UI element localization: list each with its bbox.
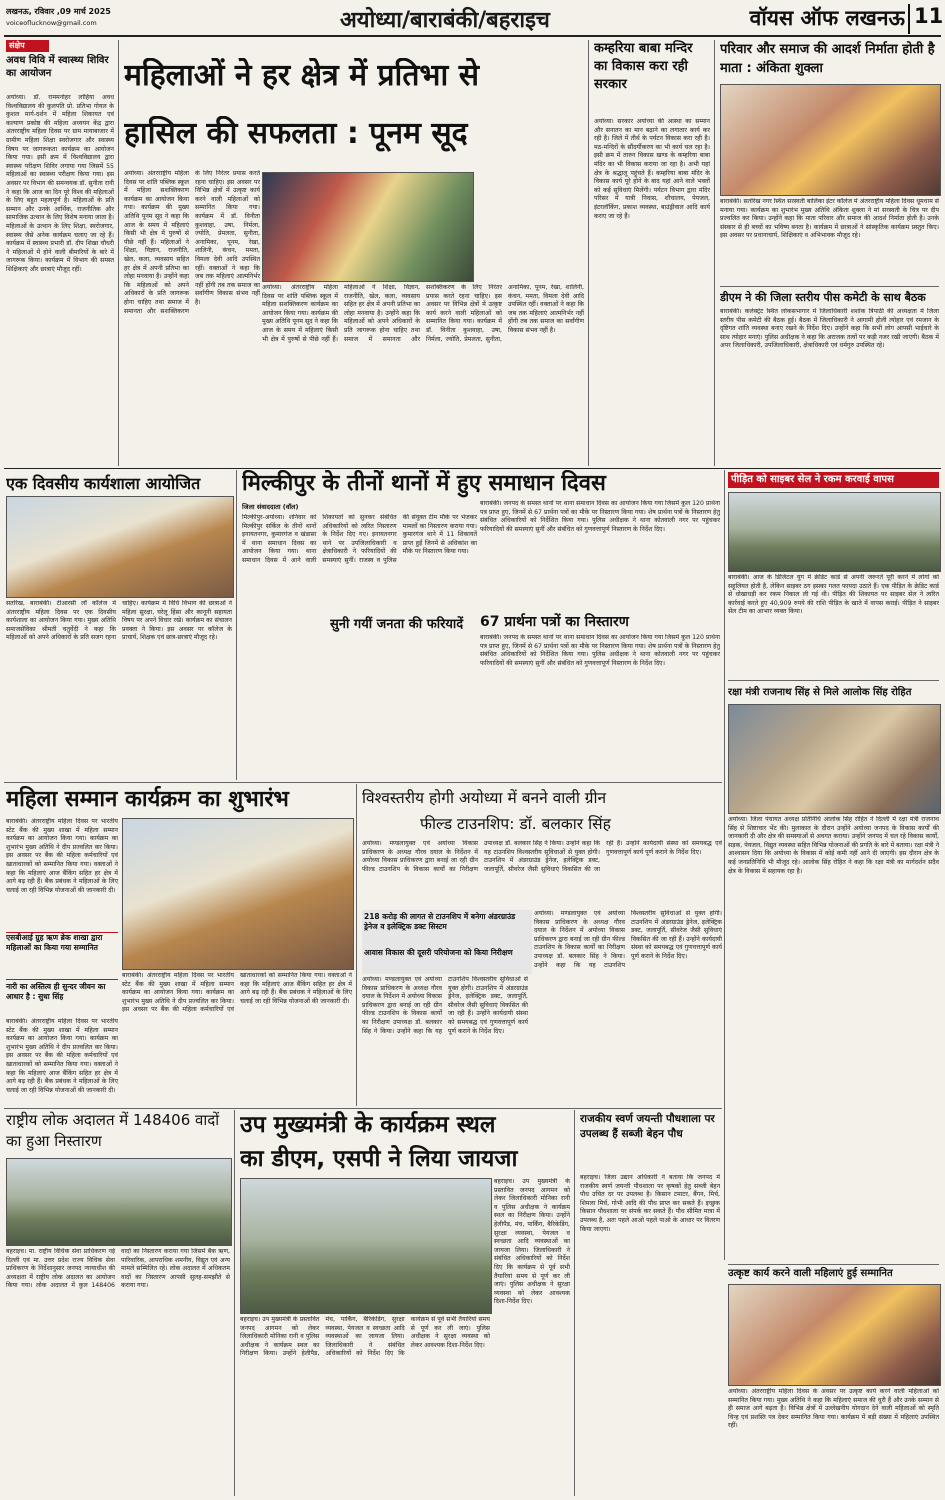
cyber-body: बाराबंकी। आज के डिजिटल युग में क्रेडिट कार्ड से अपनी जरूरतें पूरी करने में लोगों को सहूलियत होती है, लेकिन साइबर ठग इसका गलत फायदा उठाते हैं। एक पीड़ित के क्रेडिट कार्ड से धोखाधड़ी कर रकम निकाल ली गई थी। पीड़ित की शिकायत पर साइबर सेल ने त्वरित कार्रवाई करते हुए 40,909 रुपये की राशि पीड़ित के खाते में वापस कराई। पीड़ित ने साइबर सेल टीम का आभार व्यक्त किया।: [728, 574, 939, 616]
dm-peace-headline: डीएम ने की जिला स्तरीय पीस कमेटी के साथ बैठक: [720, 291, 926, 304]
mahila-samman-body-a: बाराबंकी। अंतरराष्ट्रीय महिला दिवस पर भारतीय स्टेट बैंक की मुख्य शाखा में महिला सम्मान कार्यक्रम का आयोजन किया गया। कार्यक्रम का शुभारंभ मुख्य अतिथि ने दीप प्रज्वलित कर किया। इस अवसर पर बैंक की महिला कर्मचारियों एवं खाताधारकों को सम्मानित किया गया। वक्ताओं ने कहा कि महिलाएं आज बैंकिंग सहित हर क्षेत्र में आगे बढ़ रही हैं। बैंक प्रबंधक ने महिलाओं के लिए चलाई जा रही विभिन्न योजनाओं की जानकारी दी।: [6, 818, 118, 894]
green-field-body-bottom: अयोध्या। मण्डलायुक्त एवं अयोध्या विकास प्राधिकरण के अध्यक्ष गौरव दयाल के निर्देशन में अयोध्या विकास प्राधिकरण द्वारा बनाई जा रही ग्रीन फील्ड टाउनशिप के विकास कार्यों का निरीक्षण उपाध्यक्ष डॉ. बलकार सिंह ने किया। उन्होंने कहा कि यह टाउनशिप विश्वस्तरीय सुविधाओं से युक्त होगी। टाउनशिप में अंडरग्राउंड ड्रेनेज, इलेक्ट्रिक डक्ट, जलापूर्ति, सीवरेज जैसी सुविधाएं विकसित की जा रही हैं। उन्होंने कार्यदायी संस्था को समयबद्ध एवं गुणवत्तापूर्ण कार्य पूर्ण कराने के निर्देश दिए।: [362, 976, 528, 1035]
milkipur-sub: सुनी गयीं जनता की फरियादें: [330, 616, 470, 652]
milkipur-body: मिल्कीपुर-अयोध्या। शनिवार को मिल्कीपुर सर्किल के तीनों थानों इनायतनगर, कुमारगंज व खंडासा में थाना समाधान दिवस का आयोजन किया गया। थाना समाधान दिवस में आने वाली शिकायतों को सुनकर संबंधित अधिकारियों को त्वरित निस्तारण के निर्देश दिए गए। इनायतनगर थाने पर उपजिलाधिकारी व क्षेत्राधिकारी ने फरियादियों की समस्याएं सुनीं। राजस्व व पुलिस की संयुक्त टीम मौके पर भेजकर मामलों का निस्तारण कराया गया। कुमारगंज थाने में 11 शिकायतें प्राप्त हुईं जिनमें से अधिकांश का मौके पर निस्तारण किया गया।: [242, 514, 477, 564]
mahila-samman-pull-2: नारी का अस्तित्व ही सुन्दर जीवन का आधार है : सुधा सिंह: [6, 982, 106, 1001]
green-field-headline-1: विश्वस्तरीय होगी अयोध्या में बनने वाली ग्रीन: [362, 789, 607, 807]
deputy-cm-body-left: बहराइच। उप मुख्यमंत्री के प्रस्तावित जनपद आगमन को लेकर जिलाधिकारी मोनिका रानी व पुलिस अधीक्षक ने कार्यक्रम स्थल का निरीक्षण किया। उन्होंने हेलीपैड, मंच, पार्किंग, बैरिकेडिंग, सुरक्षा व्यवस्था, पेयजल व स्वच्छता आदि व्यवस्थाओं का जायजा लिया। जिलाधिकारी ने संबंधित अधिकारियों को निर्देश दिए कि कार्यक्रम से पूर्व सभी तैयारियां समय से पूर्ण कर ली जाएं। पुलिस अधीक्षक ने सुरक्षा व्यवस्था को लेकर आवश्यक दिशा-निर्देश दिए।: [240, 1316, 490, 1358]
brief-headline: अवध विवि में स्वास्थ्य शिविर का आयोजन: [6, 55, 109, 79]
brief-kicker: संक्षेप: [6, 40, 49, 52]
brief-body: अयोध्या। डॉ. राममनोहर लोहिया अवध विश्वविद्यालय की कुलपति प्रो. प्रतिभा गोयल के कुशल मार्ग-दर्शन में महिला शिकायत एवं कल्याण प्रकोष्ठ की महिला अध्ययन केंद्र द्वारा अंतरराष्ट्रीय महिला दिवस पर ग्राम मायाबाजार में ग्रामीण महिला शिक्षा स्वरोजगार और स्वास्थ्य विषय पर जागरूकता कार्यक्रम का आयोजन किया गया। इसी क्रम में विश्वविद्यालय द्वारा स्वास्थ्य परीक्षण शिविर लगाया गया जिसमें 55 महिलाओं का स्वास्थ्य परीक्षण किया गया। इस अवसर पर विभाग की समन्वयक डॉ. सुनीता रानी ने कहा कि आज का दिन पूरे विश्व की महिलाओं के लिए बहुत महत्वपूर्ण है। महिलाओं के प्रति सम्मान और उनके आर्थिक, राजनीतिक और सामाजिक उत्थान के लिए विशेष मनाया जाता है। महिलाओं के उत्थान के लिए शिक्षा, स्वरोजगार, स्वास्थ्य जैसे अनेक कार्यक्रम चलाए जा रहे हैं। कार्यक्रम में स्वास्थ्य प्रभारी डॉ. दीप शिखा चौधरी ने महिलाओं में होने वाली बीमारियों के बारे में जागरूक किया। कार्यक्रम में विभाग की समस्त शिक्षिकाएं और छात्राएं मौजूद रहीं।: [6, 94, 114, 273]
green-field-headline-2: फील्ड टाउनशिप: डॉ. बलकार सिंह: [420, 815, 611, 833]
kamhariya-body: अयोध्या। सरकार अयोध्या की आस्था का सम्मान और सनातन का मान बढ़ाने का लगातार कार्य कर रही है। जिले में तीर्थ के पर्यटन विकास करा रही है। मठ-मन्दिरों के सौंदर्यीकरण का भी कार्य चल रहा है। इसी क्रम में तारुन विकास खण्ड के कम्हरिया बाबा मंदिर का भी विकास कराया जा रहा है। अभी यहां क्षेत्र के श्रद्धालु पहुंचते हैं। कम्हरिया बाबा मंदिर के विकास कार्य पूरे होने के बाद यहां आने वाले भक्तों को कई सुविधाएं मिलेंगी। पर्यटन विभाग द्वारा मंदिर परिसर में यात्री निवास, शौचालय, पेयजल, इंटरलॉकिंग, प्रकाश व्यवस्था, बाउंड्रीवाल आदि कार्य कराए जा रहे हैं।: [594, 118, 710, 220]
mother-headline: परिवार और समाज की आदर्श निर्माता होती है माता : अंकिता शुक्ला: [720, 42, 935, 76]
green-field-box-1: 218 करोड़ की लागत से टाउनशिप में बनेगा अंडरग्राउंड ड्रेनेज व इलेक्ट्रिक डक्ट सिस्टम: [362, 910, 532, 946]
deputy-cm-body-right: बहराइच। उप मुख्यमंत्री के प्रस्तावित जनपद आगमन को लेकर जिलाधिकारी मोनिका रानी व पुलिस अधीक्षक ने कार्यक्रम स्थल का निरीक्षण किया। उन्होंने हेलीपैड, मंच, पार्किंग, बैरिकेडिंग, सुरक्षा व्यवस्था, पेयजल व स्वच्छता आदि व्यवस्थाओं का जायजा लिया। जिलाधिकारी ने संबंधित अधिकारियों को निर्देश दिए कि कार्यक्रम से पूर्व सभी तैयारियां समय से पूर्ण कर ली जाएं। पुलिस अधीक्षक ने सुरक्षा व्यवस्था को लेकर आवश्यक दिशा-निर्देश दिए।: [494, 1178, 570, 1306]
mother-photo: [720, 84, 941, 196]
utkrisht-headline: उत्कृष्ट कार्य करने वाली महिलाएं हुई सम्मानित: [728, 1264, 939, 1281]
milkipur-byline: जिला संवाददाता (वॉल): [242, 503, 299, 511]
milkipur-headline: मिल्कीपुर के तीनों थानों में हुए समाधान दिवस: [242, 471, 606, 496]
mahila-samman-pull-1: एसबीआई ग्रुह ऋण ब्रेक शाखा द्वारा महिलाओं का किया गया सम्मानित: [6, 932, 118, 980]
lok-adalat-body: बहराइच। मा. राष्ट्रीय विधिक सेवा प्राधिकरण नई दिल्ली एवं मा. उत्तर प्रदेश राज्य विधिक सेवा प्राधिकरण के निर्देशानुसार जनपद न्यायाधीश की अध्यक्षता में राष्ट्रीय लोक अदालत का आयोजन किया गया। लोक अदालत में कुल 148406 वादों का निस्तारण कराया गया जिसमें बैंक ऋण, पारिवारिक, आपराधिक शमनीय, विद्युत एवं अन्य मामले सम्मिलित रहे। लोक अदालत में अधिकतम वादों का निस्तारण आपसी सुलह-समझौते से कराया गया।: [6, 1248, 230, 1290]
kamhariya-headline: कम्हरिया बाबा मन्दिर का विकास करा रही सरकार: [594, 41, 693, 92]
workshop-headline: एक दिवसीय कार्यशाला आयोजित: [6, 474, 201, 493]
dm-peace-body: बाराबंकी। कलेक्ट्रेट स्थित लोकसभागार में जिलाधिकारी शशांक त्रिपाठी की अध्यक्षता में जिला स्तरीय पीस कमेटी की बैठक हुई। बैठक में जिलाधिकारी ने आगामी होली त्योहार एवं रमजान के दृष्टिगत शांति व्यवस्था बनाए रखने के निर्देश दिए। उन्होंने कहा कि सभी लोग आपसी भाईचारे के साथ त्योहार मनाएं। पुलिस अधीक्षक ने कहा कि अराजक तत्वों पर कड़ी नजर रखी जाएगी। बैठक में अपर जिलाधिकारी, उपजिलाधिकारी, क्षेत्राधिकारी एवं धर्मगुरु उपस्थित रहे।: [720, 308, 939, 350]
dateline: लखनऊ, रविवार ,09 मार्च 2025: [6, 7, 111, 16]
workshop-photo: [6, 496, 234, 598]
utkrisht-photo: [728, 1284, 941, 1386]
lead-photo: [262, 172, 474, 282]
lok-adalat-headline: राष्ट्रीय लोक अदालत में 148406 वादों का हुआ निस्तारण: [6, 1111, 220, 1150]
email: voiceoflucknow@gmail.com: [6, 19, 97, 27]
complaints-headline: 67 प्रार्थना पत्रों का निस्तारण: [480, 614, 629, 630]
page-number: 11: [908, 4, 944, 34]
lead-headline-2: हासिल की सफलता : पूनम सूद: [124, 116, 468, 151]
lead-body-right: अयोध्या। अंतरराष्ट्रीय महिला दिवस पर शांति पब्लिक स्कूल में महिला सशक्तिकरण कार्यक्रम का आयोजन किया गया। कार्यक्रम की मुख्य अतिथि पूनम सूद ने कहा कि आज के समय में महिलाएं किसी भी क्षेत्र में पुरुषों से पीछे नहीं हैं। महिलाओं ने शिक्षा, विज्ञान, राजनीति, खेल, कला, व्यवसाय सहित हर क्षेत्र में अपनी प्रतिभा का लोहा मनवाया है। उन्होंने कहा कि महिलाओं को अपने अधिकारों के प्रति जागरूक होना चाहिए तथा समाज में समानता और सशक्तिकरण के लिए निरंतर प्रयास करते रहना चाहिए। इस अवसर पर विभिन्न क्षेत्रों में उत्कृष्ट कार्य करने वाली महिलाओं को सम्मानित किया गया। कार्यक्रम में डॉ. विनीता कुशवाहा, उषा, निर्मला, ज्योति, प्रेमलता, सुनीता, अनामिका, पूनम, रेखा, शालिनी, कंचन, ममता, विमला देवी आदि उपस्थित रहीं। वक्ताओं ने कहा कि जब तक महिलाएं आत्मनिर्भर नहीं होंगी तब तक समाज का सर्वांगीण विकास संभव नहीं है।: [262, 284, 584, 343]
section-title: अयोध्या/बाराबंकी/बहराइच: [340, 8, 550, 33]
green-field-body-right: अयोध्या। मण्डलायुक्त एवं अयोध्या विकास प्राधिकरण के अध्यक्ष गौरव दयाल के निर्देशन में अयोध्या विकास प्राधिकरण द्वारा बनाई जा रही ग्रीन फील्ड टाउनशिप के विकास कार्यों का निरीक्षण उपाध्यक्ष डॉ. बलकार सिंह ने किया। उन्होंने कहा कि यह टाउनशिप विश्वस्तरीय सुविधाओं से युक्त होगी। टाउनशिप में अंडरग्राउंड ड्रेनेज, इलेक्ट्रिक डक्ट, जलापूर्ति, सीवरेज जैसी सुविधाएं विकसित की जा रही हैं। उन्होंने कार्यदायी संस्था को समयबद्ध एवं गुणवत्तापूर्ण कार्य पूर्ण कराने के निर्देश दिए।: [534, 910, 722, 969]
rajnath-headline: रक्षा मंत्री राजनाथ सिंह से मिले आलोक सिंह रोहित: [728, 687, 912, 698]
lok-adalat-photo: [6, 1158, 232, 1246]
lead-headline-1: महिलाओं ने हर क्षेत्र में प्रतिभा से: [124, 58, 480, 93]
poudhshala-headline: राजकीय स्वर्ण जयन्ती पौधशाला पर उपलब्ध हैं सब्जी बेहन पौध: [580, 1113, 715, 1140]
paper-name: वॉयस ऑफ लखनऊ: [749, 6, 905, 30]
mahila-samman-body-c: बाराबंकी। अंतरराष्ट्रीय महिला दिवस पर भारतीय स्टेट बैंक की मुख्य शाखा में महिला सम्मान कार्यक्रम का आयोजन किया गया। कार्यक्रम का शुभारंभ मुख्य अतिथि ने दीप प्रज्वलित कर किया। इस अवसर पर बैंक की महिला कर्मचारियों एवं खाताधारकों को सम्मानित किया गया। वक्ताओं ने कहा कि महिलाएं आज बैंकिंग सहित हर क्षेत्र में आगे बढ़ रही हैं। बैंक प्रबंधक ने महिलाओं के लिए चलाई जा रही विभिन्न योजनाओं की जानकारी दी।: [122, 972, 352, 1014]
mahila-samman-photo: [122, 818, 354, 970]
green-field-body-top: अयोध्या। मण्डलायुक्त एवं अयोध्या विकास प्राधिकरण के अध्यक्ष गौरव दयाल के निर्देशन में अयोध्या विकास प्राधिकरण द्वारा बनाई जा रही ग्रीन फील्ड टाउनशिप के विकास कार्यों का निरीक्षण उपाध्यक्ष डॉ. बलकार सिंह ने किया। उन्होंने कहा कि यह टाउनशिप विश्वस्तरीय सुविधाओं से युक्त होगी। टाउनशिप में अंडरग्राउंड ड्रेनेज, इलेक्ट्रिक डक्ट, जलापूर्ति, सीवरेज जैसी सुविधाएं विकसित की जा रही हैं। उन्होंने कार्यदायी संस्था को समयबद्ध एवं गुणवत्तापूर्ण कार्य पूर्ण कराने के निर्देश दिए।: [362, 840, 722, 873]
deputy-cm-photo: [240, 1178, 492, 1314]
cyber-photo: [728, 492, 941, 572]
deputy-cm-headline-1: उप मुख्यमंत्री के कार्यक्रम स्थल: [240, 1112, 496, 1138]
complaints-intro: बाराबंकी। जनपद के समस्त थानों पर थाना समाधान दिवस का आयोजन किया गया जिसमें कुल 120 प्रार्थना पत्र प्राप्त हुए, जिनमें से 67 प्रार्थना पत्रों का मौके पर निस्तारण किया गया। शेष प्रार्थना पत्रों के निस्तारण हेतु संबंधित अधिकारियों को निर्देशित किया गया। पुलिस अधीक्षक ने थाना कोतवाली नगर पर पहुंचकर फरियादियों की समस्याएं सुनीं और संबंधित को गुणवत्तापूर्ण निस्तारण के निर्देश दिए।: [480, 500, 720, 533]
mahila-samman-body-b: बाराबंकी। अंतरराष्ट्रीय महिला दिवस पर भारतीय स्टेट बैंक की मुख्य शाखा में महिला सम्मान कार्यक्रम का आयोजन किया गया। कार्यक्रम का शुभारंभ मुख्य अतिथि ने दीप प्रज्वलित कर किया। इस अवसर पर बैंक की महिला कर्मचारियों एवं खाताधारकों को सम्मानित किया गया। वक्ताओं ने कहा कि महिलाएं आज बैंकिंग सहित हर क्षेत्र में आगे बढ़ रही हैं। बैंक प्रबंधक ने महिलाओं के लिए चलाई जा रही विभिन्न योजनाओं की जानकारी दी।: [6, 1018, 118, 1094]
poudhshala-body: बहराइच। जिला उद्यान अधिकारी ने बताया कि जनपद में राजकीय स्वर्ण जयन्ती पौधशाला पर कृषकों हेतु सब्जी बेहन पौध उचित दर पर उपलब्ध है। किसान टमाटर, बैंगन, मिर्च, शिमला मिर्च, गोभी आदि की पौध प्राप्त कर सकते हैं। इच्छुक किसान पौधशाला पर संपर्क कर सकते हैं। पौध सीमित मात्रा में उपलब्ध है, अतः पहले आओ पहले पाओ के आधार पर वितरण किया जाएगा।: [580, 1174, 720, 1233]
workshop-body: सतरिख, बाराबंकी। टीआरसी लॉ कॉलेज में अंतरराष्ट्रीय महिला दिवस पर एक दिवसीय कार्यशाला का आयोजन किया गया। मुख्य अतिथि समाजसेविका श्रीमती चतुर्वेदी ने कहा कि महिलाओं को अपने अधिकारों के प्रति सजग रहना चाहिए। कार्यक्रम में विधि विभाग की छात्राओं ने महिला सुरक्षा, घरेलू हिंसा और कानूनी सहायता विषय पर अपने विचार रखे। कार्यक्रम का संचालन प्रवक्ता ने किया। इस अवसर पर कॉलेज के प्राचार्य, शिक्षक एवं छात्र-छात्राएं मौजूद रहे।: [6, 600, 232, 642]
masthead-rule: [4, 35, 941, 37]
cyber-headline: पीड़ित को साइबर सेल ने रकम करवाई वापस: [728, 472, 939, 488]
mahila-samman-headline: महिला सम्मान कार्यक्रम का शुभारंभ: [6, 787, 289, 812]
rajnath-body: अयोध्या। जिला पंचायत अध्यक्ष प्रतिनिधि आलोक सिंह रोहित ने दिल्ली में रक्षा मंत्री राजनाथ सिंह से शिष्टाचार भेंट की। मुलाकात के दौरान उन्होंने अयोध्या जनपद के विकास कार्यों की जानकारी दी और क्षेत्र की समस्याओं से अवगत कराया। उन्होंने जनपद में चल रहे विकास कार्यों, सड़क, पेयजल, विद्युत व्यवस्था सहित विभिन्न योजनाओं की प्रगति के बारे में बताया। रक्षा मंत्री ने आश्वासन दिया कि अयोध्या के विकास में कोई कमी नहीं आने दी जाएगी। इस दौरान क्षेत्र के कई जनप्रतिनिधि भी मौजूद रहे। आलोक सिंह रोहित ने कहा कि रक्षा मंत्री का मार्गदर्शन सदैव क्षेत्र के विकास में सहायक रहा है।: [728, 816, 939, 875]
utkrisht-body: अयोध्या। अंतरराष्ट्रीय महिला दिवस के अवसर पर उत्कृष्ट कार्य करने वाली महिलाओं को सम्मानित किया गया। मुख्य अतिथि ने कहा कि महिलाएं समाज की धुरी हैं और उनके सम्मान से ही समाज आगे बढ़ता है। विभिन्न क्षेत्रों में उल्लेखनीय योगदान देने वाली महिलाओं को स्मृति चिन्ह एवं प्रशस्ति पत्र देकर सम्मानित किया गया। कार्यक्रम में बड़ी संख्या में महिलाएं उपस्थित रहीं।: [728, 1388, 939, 1430]
deputy-cm-headline-2: का डीएम, एसपी ने लिया जायजा: [240, 1146, 518, 1172]
mother-body: बाराबंकी। सतरिख नगर स्थित सरस्वती बालिका इंटर कॉलेज में अंतरराष्ट्रीय महिला दिवस धूमधाम से मनाया गया। कार्यक्रम का शुभारंभ मुख्य अतिथि अंकिता शुक्ला ने मां सरस्वती के चित्र पर दीप प्रज्वलित कर किया। उन्होंने कहा कि माता परिवार और समाज की आदर्श निर्माता होती है। उनके संस्कार से ही बच्चों का भविष्य बनता है। कार्यक्रम में छात्राओं ने सांस्कृतिक कार्यक्रम प्रस्तुत किए। इस अवसर पर प्रधानाचार्य, शिक्षिकाएं व अभिभावक मौजूद रहे।: [720, 198, 939, 240]
green-field-box-2: आवास विकास की दूसरी परियोजना को किया निरीक्षण: [362, 946, 532, 974]
lead-body-left: अयोध्या। अंतरराष्ट्रीय महिला दिवस पर शांति पब्लिक स्कूल में महिला सशक्तिकरण कार्यक्रम का आयोजन किया गया। कार्यक्रम की मुख्य अतिथि पूनम सूद ने कहा कि आज के समय में महिलाएं किसी भी क्षेत्र में पुरुषों से पीछे नहीं हैं। महिलाओं ने शिक्षा, विज्ञान, राजनीति, खेल, कला, व्यवसाय सहित हर क्षेत्र में अपनी प्रतिभा का लोहा मनवाया है। उन्होंने कहा कि महिलाओं को अपने अधिकारों के प्रति जागरूक होना चाहिए तथा समाज में समानता और सशक्तिकरण के लिए निरंतर प्रयास करते रहना चाहिए। इस अवसर पर विभिन्न क्षेत्रों में उत्कृष्ट कार्य करने वाली महिलाओं को सम्मानित किया गया। कार्यक्रम में डॉ. विनीता कुशवाहा, उषा, निर्मला, ज्योति, प्रेमलता, सुनीता, अनामिका, पूनम, रेखा, शालिनी, कंचन, ममता, विमला देवी आदि उपस्थित रहीं। वक्ताओं ने कहा कि जब तक महिलाएं आत्मनिर्भर नहीं होंगी तब तक समाज का सर्वांगीण विकास संभव नहीं है।: [124, 170, 260, 315]
rajnath-photo: [728, 704, 941, 814]
complaints-body: बाराबंकी। जनपद के समस्त थानों पर थाना समाधान दिवस का आयोजन किया गया जिसमें कुल 120 प्रार्थना पत्र प्राप्त हुए, जिनमें से 67 प्रार्थना पत्रों का मौके पर निस्तारण किया गया। शेष प्रार्थना पत्रों के निस्तारण हेतु संबंधित अधिकारियों को निर्देशित किया गया। पुलिस अधीक्षक ने थाना कोतवाली नगर पर पहुंचकर फरियादियों की समस्याएं सुनीं और संबंधित को गुणवत्तापूर्ण निस्तारण के निर्देश दिए।: [480, 634, 720, 667]
